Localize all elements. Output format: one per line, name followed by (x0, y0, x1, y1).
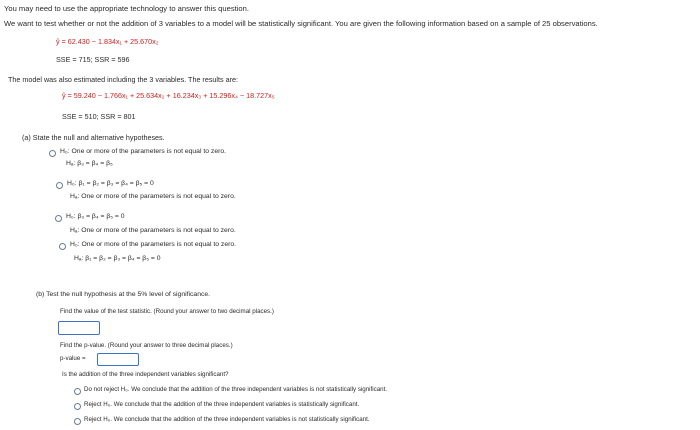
intro-line-1: You may need to use the appropriate technology to answer this question. (4, 4, 249, 13)
option-ha: Hₐ: β₃ = β₄ = β₅ (66, 160, 113, 167)
radio-button[interactable] (56, 182, 63, 189)
model1-equation: ŷ = 62.430 − 1.834x₁ + 25.670x₂ (56, 37, 159, 46)
radio-button[interactable] (49, 150, 56, 157)
part-a-prompt: (a) State the null and alternative hypotheses. (22, 133, 165, 142)
option-text: Reject H₀. We conclude that the addition of the three independent variables is not statistically significant. (84, 416, 370, 423)
test-statistic-input[interactable] (58, 321, 100, 335)
p-value-label: p-value = (60, 355, 86, 362)
option-text: Reject H₀. We conclude that the addition of the three independent variables is statistically significant. (84, 401, 360, 408)
intro-line-2: We want to test whether or not the addition of 3 variables to a model will be statistically significant. You are given the following information based on a sample of 25 observations. (4, 19, 598, 28)
model2-equation: ŷ = 59.240 − 1.766x₁ + 25.634x₂ + 16.234x₃ + 15.296x₄ − 18.727x₅ (62, 91, 275, 100)
option-ha: Hₐ: One or more of the parameters is not equal to zero. (70, 227, 236, 234)
option-h0: H₀: One or more of the parameters is not equal to zero. (70, 241, 237, 248)
option-h0: H₀: β₃ = β₄ = β₅ = 0 (66, 213, 125, 220)
option-ha: Hₐ: β₁ = β₂ = β₃ = β₄ = β₅ = 0 (74, 255, 161, 262)
model2-sse-ssr: SSE = 510; SSR = 801 (62, 112, 136, 121)
part-b-question: Is the addition of the three independent variables significant? (62, 371, 229, 378)
radio-button[interactable] (59, 243, 66, 250)
option-h0: H₀: One or more of the parameters is not equal to zero. (60, 148, 227, 155)
p-value-input[interactable] (97, 353, 139, 366)
option-h0: H₀: β₁ = β₂ = β₃ = β₄ = β₅ = 0 (67, 180, 154, 187)
radio-button[interactable] (55, 215, 62, 222)
radio-button[interactable] (74, 403, 81, 410)
option-ha: Hₐ: One or more of the parameters is not equal to zero. (70, 193, 236, 200)
radio-button[interactable] (74, 418, 81, 425)
model2-intro: The model was also estimated including the 3 variables. The results are: (8, 75, 238, 84)
model1-sse-ssr: SSE = 715; SSR = 596 (56, 55, 130, 64)
test-stat-instruction: Find the value of the test statistic. (Round your answer to two decimal places.) (60, 308, 274, 315)
radio-button[interactable] (74, 388, 81, 395)
p-value-instruction: Find the p-value. (Round your answer to three decimal places.) (60, 342, 233, 349)
option-text: Do not reject H₀. We conclude that the addition of the three independent variables is not statistically significant. (84, 386, 388, 393)
part-b-prompt: (b) Test the null hypothesis at the 5% level of significance. (36, 291, 211, 298)
